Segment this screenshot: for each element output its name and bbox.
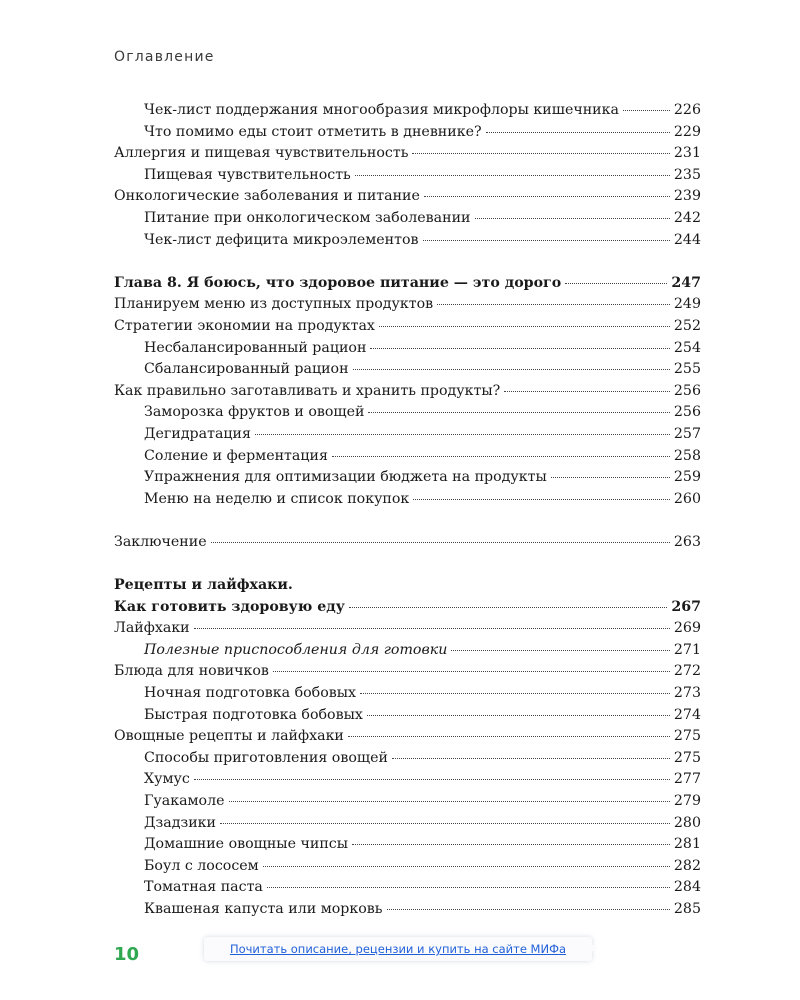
toc-entry-page: 235 [673,166,701,183]
toc-leader-dots [623,110,670,111]
toc-entry-title: Онкологические заболевания и питание [114,188,420,205]
toc-entry-page: 277 [673,771,701,788]
toc-entry-page: 247 [671,274,701,291]
page-number: 10 [114,944,140,965]
toc-entry-page: 272 [673,663,701,680]
toc-entry [114,359,701,381]
toc-leader-dots [392,758,670,759]
toc-entry [114,122,701,144]
toc-entry [114,618,701,640]
toc-leader-dots [412,153,669,154]
toc-entry [114,143,701,165]
toc-entry-title: Способы приготовления овощей [144,749,388,766]
toc-entry-page: 285 [673,900,701,917]
toc-entry-title: Питание при онкологическом заболевании [144,209,471,226]
toc-entry-title: Дегидратация [144,425,251,442]
toc-leader-dots [220,823,670,824]
toc-leader-dots [353,369,670,370]
toc-entry-page: 259 [673,469,701,486]
toc-entry-page: 226 [673,102,701,118]
toc-entry [114,273,701,295]
toc-entry-page: 279 [673,793,701,809]
promo-link[interactable]: Почитать описание, рецензии и купить на сайте МИФа [229,942,567,956]
toc-entry [114,489,701,511]
toc-entry-title: Быстрая подготовка бобовых [144,706,363,723]
toc-entry [114,402,701,424]
toc-entry [114,597,701,619]
toc-entry-title: Аллергия и пищевая чувствительность [114,145,409,162]
toc-leader-dots [349,607,668,608]
toc-entry [114,791,701,813]
toc-leader-dots [360,693,670,694]
toc-leader-dots [194,779,670,780]
toc-entry [114,705,701,727]
toc-entry-page: 281 [673,836,701,853]
toc-entry-title: Томатная паста [144,879,263,896]
toc-leader-dots [194,628,670,629]
toc-entry-title: Полезные приспособления для готовки [144,641,448,658]
toc-entry [114,381,701,403]
toc-gap [114,553,701,575]
toc-entry-page: 282 [673,857,701,874]
toc-entry [114,424,701,446]
toc-leader-dots [267,887,670,888]
toc-entry-title: Планируем меню из доступных продуктов [114,296,434,313]
toc-leader-dots [352,844,670,845]
toc-entry-title: Заморозка фруктов и овощей [144,404,365,421]
toc-entry-page: 239 [673,188,701,205]
toc-leader-dots [348,736,670,737]
toc-leader-dots [486,132,670,133]
toc-entry [114,726,701,748]
toc-entry [114,208,701,230]
toc-entry-title: Как правильно заготавливать и хранить продукты? [114,382,501,399]
toc-leader-dots [424,196,670,197]
toc-leader-dots [551,477,670,478]
toc-entry-title: Чек-лист дефицита микроэлементов [144,231,419,248]
toc-entry-title: Стратегии экономии на продуктах [114,317,375,334]
toc-gap [114,251,701,273]
toc-entry [114,532,701,554]
toc-entry [114,100,701,122]
toc-entry-title: Пищевая чувствительность [144,166,351,183]
toc-entry-title: Ночная подготовка бобовых [144,685,357,702]
toc-entry-title: Соление и ферментация [144,447,328,464]
toc-entry [114,748,701,770]
toc-entry [114,467,701,489]
toc-entry-page: 256 [673,382,701,399]
toc-entry-page: 275 [673,728,701,745]
toc-entry [114,683,701,705]
toc-entry [114,813,701,835]
toc-entry-page: 260 [673,490,701,507]
toc-entry-page: 252 [673,317,701,334]
toc-entry-title: Блюда для новичков [114,663,269,680]
toc-leader-dots [413,499,670,500]
toc-entry-title: Глава 8. Я боюсь, что здоровое питание — это дорого [114,274,562,291]
toc-entry-title: Чек-лист поддержания многообразия микрофлоры кишечника [144,102,619,118]
toc-entry-title: Несбалансированный рацион [144,339,367,356]
toc-leader-dots [211,542,670,543]
toc-entry [114,165,701,187]
toc-entry-page: 258 [673,447,701,464]
toc-entry-page: 255 [673,361,701,378]
toc-entry-title: Как готовить здоровую еду [114,598,345,615]
toc-entry [114,769,701,791]
toc-entry-page: 254 [673,339,701,356]
toc-leader-dots [263,866,670,867]
toc-leader-dots [255,434,670,435]
toc-entry-page: 229 [673,123,701,140]
toc-entry-title: Упражнения для оптимизации бюджета на продукты [144,469,547,486]
toc-entry-title: Что помимо еды стоит отметить в дневнике? [144,123,482,140]
toc-leader-dots [367,715,670,716]
toc-leader-dots [368,412,669,413]
toc-entry-title: Хумус [144,771,190,788]
toc-entry [114,338,701,360]
toc-entry [114,294,701,316]
toc-leader-dots [229,801,670,802]
toc-entry-title: Дзадзики [144,814,216,831]
running-header: Оглавление [114,49,215,65]
toc-entry [114,230,701,252]
toc-entry [114,899,701,921]
toc-entry-page: 257 [673,425,701,442]
toc-entry [114,834,701,856]
toc-entry-page: 280 [673,814,701,831]
toc-leader-dots [355,175,670,176]
toc-entry [114,856,701,878]
toc-leader-dots [273,671,670,672]
toc-entry-title: Лайфхаки [114,620,190,637]
toc-entry-title: Меню на неделю и список покупок [144,490,410,507]
toc-entry-page: 269 [673,620,701,637]
toc-entry-page: 231 [673,145,701,162]
toc-section-heading: Рецепты и лайфхаки. [114,577,293,594]
toc-entry-page: 244 [673,231,701,248]
toc-leader-dots [565,283,667,284]
toc-entry-page: 263 [673,533,701,550]
toc-leader-dots [423,240,670,241]
toc-entry [114,446,701,468]
toc-entry-page: 271 [673,641,701,658]
toc-leader-dots [379,326,670,327]
toc-entry-title: Сбалансированный рацион [144,361,349,378]
toc-entry [114,316,701,338]
toc-leader-dots [437,304,670,305]
toc-leader-dots [504,391,670,392]
toc-entry [114,877,701,899]
toc-entry-page: 249 [673,296,701,313]
toc-entry-title: Заключение [114,533,207,550]
toc-gap [114,510,701,532]
toc-entry-page: 284 [673,879,701,896]
toc-entry-page: 256 [673,404,701,421]
toc-entry-title: Боул с лососем [144,857,259,874]
toc-entry-page: 273 [673,685,701,702]
toc-entry [114,640,701,662]
toc-leader-dots [451,650,670,651]
toc-entry [114,186,701,208]
toc-leader-dots [370,348,670,349]
toc-entry-page: 274 [673,706,701,723]
toc-leader-dots [332,456,670,457]
chevron-right-icon [586,941,598,955]
toc-entry-page: 267 [671,598,701,615]
toc-entry-page: 242 [673,209,701,226]
toc-entry-title: Гуакамоле [144,793,225,809]
toc-entry [114,661,701,683]
toc-entry-title: Овощные рецепты и лайфхаки [114,728,344,745]
toc-entry-title: Домашние овощные чипсы [144,836,349,853]
toc-leader-dots [475,218,670,219]
table-of-contents [114,100,701,921]
toc-entry-title: Квашеная капуста или морковь [144,900,383,917]
toc-entry-page: 275 [673,749,701,766]
toc-leader-dots [387,909,670,910]
promo-banner [204,937,592,961]
